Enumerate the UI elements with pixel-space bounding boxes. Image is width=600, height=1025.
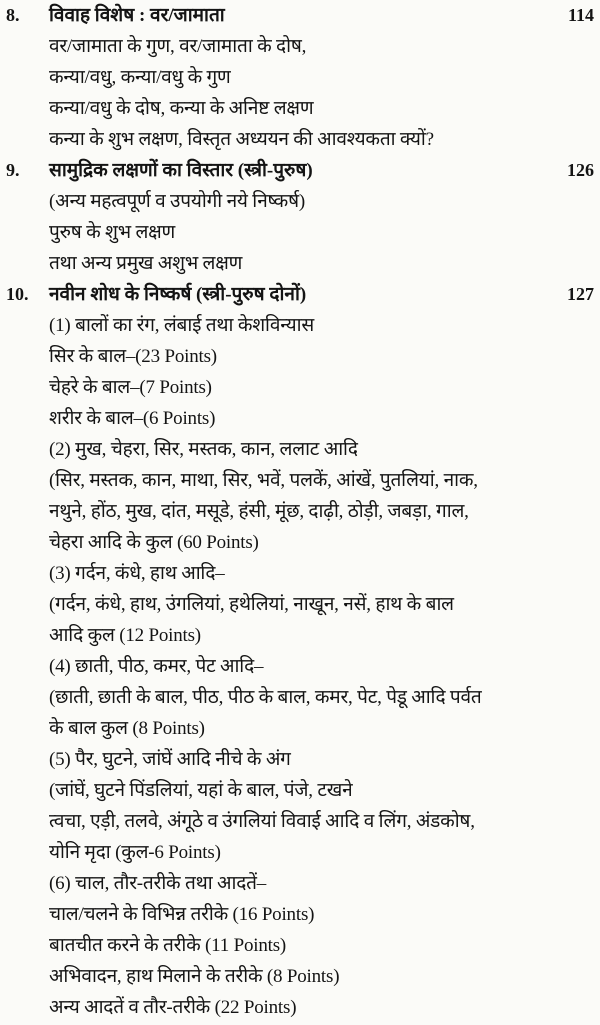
section-line-row xyxy=(0,403,600,434)
section-line-text: चेहरा आदि के कुल (60 Points) xyxy=(49,532,259,553)
section-number: 9. xyxy=(6,160,20,180)
section-line-row xyxy=(0,744,600,775)
section-line-row xyxy=(0,186,600,217)
section-line-text: अन्य आदतें व तौर-तरीके (22 Points) xyxy=(49,997,297,1018)
section-line-text: (6) चाल, तौर-तरीके तथा आदतें– xyxy=(49,873,267,894)
section-line-row xyxy=(0,310,600,341)
section-title: सामुद्रिक लक्षणों का विस्तार (स्त्री-पुरुष) xyxy=(49,160,313,181)
section-line-text: (5) पैर, घुटने, जांघें आदि नीचे के अंग xyxy=(49,749,291,770)
section-line-row xyxy=(0,558,600,589)
section-line-row xyxy=(0,527,600,558)
section-line-text: (4) छाती, पीठ, कमर, पेट आदि– xyxy=(49,656,264,677)
section-line-row xyxy=(0,775,600,806)
section-line-text: त्वचा, एड़ी, तलवे, अंगूठे व उंगलियां विवाई आदि व लिंग, अंडकोष, xyxy=(49,811,475,832)
section-line-row xyxy=(0,899,600,930)
section-line-text: सिर के बाल–(23 Points) xyxy=(49,346,217,367)
section-line-row xyxy=(0,682,600,713)
section-line-row xyxy=(0,868,600,899)
section-line-row xyxy=(0,341,600,372)
section-line-text: (3) गर्दन, कंधे, हाथ आदि– xyxy=(49,563,225,584)
section-line-text: अभिवादन, हाथ मिलाने के तरीके (8 Points) xyxy=(49,966,340,987)
section-line-row xyxy=(0,713,600,744)
section-line-row xyxy=(0,651,600,682)
section-page-number: 114 xyxy=(567,5,594,25)
section-line-text: (जांघें, घुटने पिंडलियां, यहां के बाल, पंजे, टखने xyxy=(49,780,353,801)
section-line-text: शरीर के बाल–(6 Points) xyxy=(49,408,216,429)
section-line-text: बातचीत करने के तरीके (11 Points) xyxy=(49,935,287,956)
section-line-row xyxy=(0,217,600,248)
section-heading-row xyxy=(0,0,600,31)
section-line-text: (1) बालों का रंग, लंबाई तथा केशविन्यास xyxy=(49,315,315,336)
section-line-text: पुरुष के शुभ लक्षण xyxy=(49,222,176,243)
section-page-number: 126 xyxy=(567,160,594,180)
section-line-row xyxy=(0,589,600,620)
section-line-text: (गर्दन, कंधे, हाथ, उंगलियां, हथेलियां, नाखून, नसें, हाथ के बाल xyxy=(49,594,454,615)
section-line-row xyxy=(0,372,600,403)
section-title: विवाह विशेष : वर/जामाता xyxy=(49,5,225,26)
section-line-text: (छाती, छाती के बाल, पीठ, पीठ के बाल, कमर, पेट, पेडू आदि पर्वत xyxy=(49,687,482,708)
section-line-row xyxy=(0,31,600,62)
section-line-row xyxy=(0,465,600,496)
section-heading-row xyxy=(0,155,600,186)
section-number: 10. xyxy=(6,284,29,304)
section-line-row xyxy=(0,961,600,992)
section-title: नवीन शोध के निष्कर्ष (स्त्री-पुरुष दोनों) xyxy=(49,284,307,305)
section-line-row xyxy=(0,930,600,961)
section-line-text: चेहरे के बाल–(7 Points) xyxy=(49,377,212,398)
section-line-text: (सिर, मस्तक, कान, माथा, सिर, भवें, पलकें, आंखें, पुतलियां, नाक, xyxy=(49,470,478,491)
section-line-text: कन्या के शुभ लक्षण, विस्तृत अध्ययन की आवश्यकता क्यों? xyxy=(49,129,434,150)
section-line-row xyxy=(0,496,600,527)
section-line-text: (अन्य महत्वपूर्ण व उपयोगी नये निष्कर्ष) xyxy=(49,191,305,212)
section-line-text: वर/जामाता के गुण, वर/जामाता के दोष, xyxy=(49,36,307,57)
section-line-row xyxy=(0,620,600,651)
section-line-row xyxy=(0,248,600,279)
section-line-text: नथुने, होंठ, मुख, दांत, मसूडे, हंसी, मूंछ, दाढ़ी, ठोड़ी, जबड़ा, गाल, xyxy=(49,501,469,522)
section-line-text: कन्या/वधु के दोष, कन्या के अनिष्ट लक्षण xyxy=(49,98,314,119)
section-line-text: (2) मुख, चेहरा, सिर, मस्तक, कान, ललाट आदि xyxy=(49,439,358,460)
section-line-text: आदि कुल (12 Points) xyxy=(49,625,201,646)
section-line-row xyxy=(0,992,600,1023)
section-line-row xyxy=(0,62,600,93)
section-line-row xyxy=(0,124,600,155)
section-heading-row xyxy=(0,279,600,310)
section-page-number: 127 xyxy=(567,284,594,304)
section-line-row xyxy=(0,837,600,868)
section-line-text: चाल/चलने के विभिन्न तरीके (16 Points) xyxy=(49,904,315,925)
section-line-text: कन्या/वधु, कन्या/वधु के गुण xyxy=(49,67,231,88)
section-line-text: के बाल कुल (8 Points) xyxy=(49,718,205,739)
section-line-text: तथा अन्य प्रमुख अशुभ लक्षण xyxy=(49,253,243,274)
section-line-text: योनि मृदा (कुल-6 Points) xyxy=(49,842,221,863)
section-line-row xyxy=(0,434,600,465)
section-line-row xyxy=(0,806,600,837)
section-number: 8. xyxy=(6,5,20,25)
section-line-row xyxy=(0,93,600,124)
